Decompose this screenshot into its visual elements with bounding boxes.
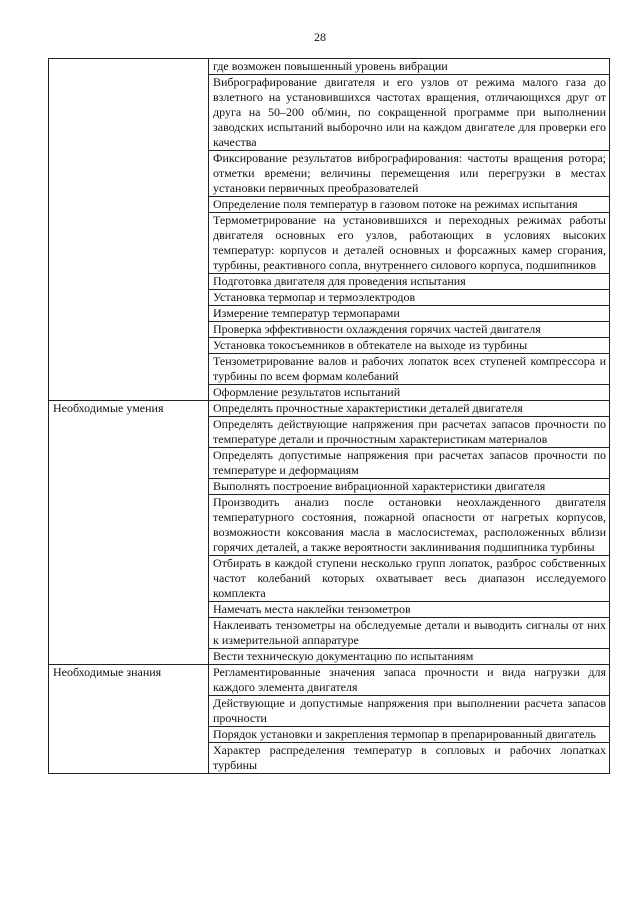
table-cell-item: Производить анализ после остановки неохлажденного двигателя температурного состояния, пожарной опасности от нагретых корпусов, возможности коксования масла в маслосистемах, расположенных вблизи горячих деталей, а также вероятности заклинивания подшипника турбины (209, 495, 610, 556)
table-row (49, 59, 610, 75)
table-cell-item: Термометрирование на установившихся и переходных режимах работы двигателя основных его узлов, работающих в условиях высоких температур: корпусов и деталей основных и форсажных камер сгорания, турбины, реактивного сопла, внутреннего силового корпуса, подшипников (209, 213, 610, 274)
table-cell-item: Установка термопар и термоэлектродов (209, 290, 610, 306)
table-cell-item: Оформление результатов испытаний (209, 385, 610, 401)
requirements-table (48, 58, 610, 774)
table-cell-item: Определять прочностные характеристики деталей двигателя (209, 401, 610, 417)
table-cell-item: где возможен повышенный уровень вибрации (209, 59, 610, 75)
table-cell-item: Определение поля температур в газовом потоке на режимах испытания (209, 197, 610, 213)
table-cell-item: Проверка эффективности охлаждения горячих частей двигателя (209, 322, 610, 338)
table-cell-item: Фиксирование результатов вибрографирования: частоты вращения ротора; отметки времени; величины перемещения или перегрузки в местах установки первичных преобразователей (209, 151, 610, 197)
table-row (49, 401, 610, 417)
table-cell-item: Порядок установки и закрепления термопар в препарированный двигатель (209, 727, 610, 743)
section-label (49, 59, 209, 401)
page-number: 28 (314, 30, 326, 44)
table-cell-item: Характер распределения температур в сопловых и рабочих лопатках турбины (209, 743, 610, 774)
table-cell-item: Измерение температур термопарами (209, 306, 610, 322)
table-cell-item: Установка токосъемников в обтекателе на выходе из турбины (209, 338, 610, 354)
table-cell-item: Определять действующие напряжения при расчетах запасов прочности по температуре детали и прочностным характеристикам материалов (209, 417, 610, 448)
table-cell-item: Наклеивать тензометры на обследуемые детали и выводить сигналы от них к измерительной аппаратуре (209, 618, 610, 649)
section-label: Необходимые знания (49, 665, 209, 774)
table-cell-item: Подготовка двигателя для проведения испытания (209, 274, 610, 290)
table-cell-item: Вести техническую документацию по испытаниям (209, 649, 610, 665)
table-cell-item: Отбирать в каждой ступени несколько групп лопаток, разброс собственных частот колебаний которых охватывает весь диапазон исследуемого комплекта (209, 556, 610, 602)
table-row (49, 665, 610, 696)
table-cell-item: Вибрографирование двигателя и его узлов от режима малого газа до взлетного на установившихся частотах вращения, отличающихся друг от друга на 50–200 об/мин, по сокращенной программе при выполнении заводских испытаний выборочно или на каждом двигателе для проверки его качества (209, 75, 610, 151)
table-cell-item: Регламентированные значения запаса прочности и вида нагрузки для каждого элемента двигателя (209, 665, 610, 696)
table-cell-item: Намечать места наклейки тензометров (209, 602, 610, 618)
table-cell-item: Действующие и допустимые напряжения при выполнении расчета запасов прочности (209, 696, 610, 727)
table-cell-item: Определять допустимые напряжения при расчетах запасов прочности по температуре и деформациям (209, 448, 610, 479)
table-cell-item: Выполнять построение вибрационной характеристики двигателя (209, 479, 610, 495)
table-cell-item: Тензометрирование валов и рабочих лопаток всех ступеней компрессора и турбины по всем формам колебаний (209, 354, 610, 385)
section-label: Необходимые умения (49, 401, 209, 665)
